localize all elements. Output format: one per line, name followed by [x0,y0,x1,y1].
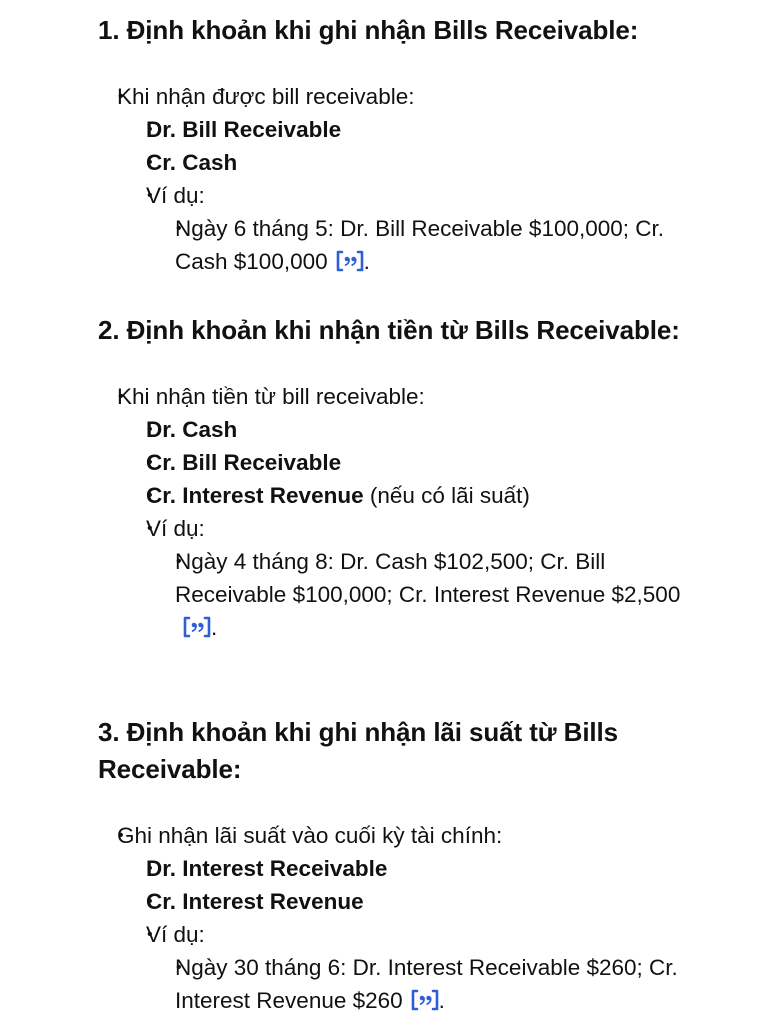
list-item [146,446,698,479]
list-item-text: Khi nhận được bill receivable: [117,84,415,109]
example-text: Ngày 4 tháng 8: Dr. Cash $102,500; Cr. Bill Receivable $100,000; Cr. Interest Revenue $2,500 [175,549,681,607]
quote-citation-icon[interactable] [183,616,211,638]
section-2 [98,312,698,644]
list-item: • Ngày 30 tháng 6: Dr. Interest Receivable $260; Cr. Interest Revenue $260 . [175,951,698,1017]
list-item [117,80,698,278]
section-1 [98,12,698,278]
list-item [146,852,698,885]
list-item [146,179,698,278]
credit-entry: Cr. Interest Revenue [146,483,364,508]
quote-citation-icon[interactable] [411,989,439,1011]
quote-citation-icon[interactable] [336,250,364,272]
bullet-list [98,380,698,644]
example-label: Ví dụ: [146,183,205,208]
list-item [146,113,698,146]
section-heading: 3. Định khoản khi ghi nhận lãi suất từ Bills Receivable: [98,717,619,784]
example-label: Ví dụ: [146,922,205,947]
bullet-list [98,80,698,278]
list-item [146,413,698,446]
section-3 [98,714,698,1017]
list-item [146,479,698,512]
list-item [117,819,698,1017]
credit-entry: Cr. Bill Receivable [146,450,342,475]
credit-entry: Cr. Interest Revenue [146,889,364,914]
section-heading: 2. Định khoản khi nhận tiền từ Bills Receivable: [98,315,680,345]
list-item-text: Ghi nhận lãi suất vào cuối kỳ tài chính: [117,823,503,848]
list-item: • Ngày 4 tháng 8: Dr. Cash $102,500; Cr. Bill Receivable $100,000; Cr. Interest Revenue $2,500 . [175,545,698,644]
section-heading: 1. Định khoản khi ghi nhận Bills Receivable: [98,15,639,45]
list-item [146,146,698,179]
credit-note: (nếu có lãi suất) [363,483,530,508]
list-item [146,885,698,918]
example-label: Ví dụ: [146,516,205,541]
debit-entry: Dr. Cash [146,417,238,442]
list-item [146,512,698,644]
credit-entry: Cr. Cash [146,150,238,175]
bullet-list [98,819,698,1017]
debit-entry: Dr. Bill Receivable [146,117,342,142]
example-text: Ngày 6 tháng 5: Dr. Bill Receivable $100,000; Cr. Cash $100,000 [175,216,665,274]
list-item-text: Khi nhận tiền từ bill receivable: [117,384,425,409]
list-item [146,918,698,1017]
debit-entry: Dr. Interest Receivable [146,856,388,881]
list-item [117,380,698,644]
example-text: Ngày 30 tháng 6: Dr. Interest Receivable $260; Cr. Interest Revenue $260 [175,955,678,1013]
list-item: • Ngày 6 tháng 5: Dr. Bill Receivable $100,000; Cr. Cash $100,000 . [175,212,698,278]
